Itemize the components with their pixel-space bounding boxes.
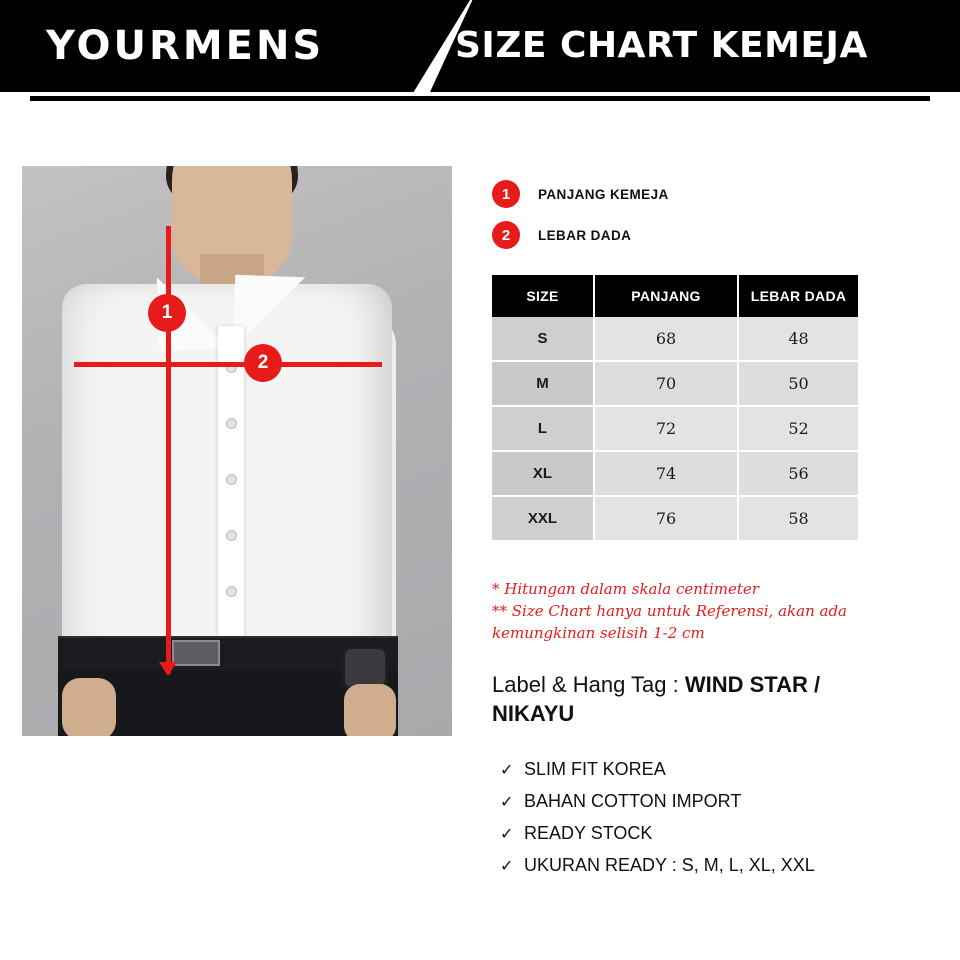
table-row [492,496,858,541]
cell-lebar: 52 [738,406,858,451]
note-line-1: * Hitungan dalam skala centimeter [492,580,759,598]
notes-block [492,578,892,644]
shirt-button [226,586,237,597]
cell-lebar: 48 [738,317,858,361]
check-icon: ✓ [500,858,514,875]
belt-buckle [172,640,220,666]
cell-lebar: 50 [738,361,858,406]
page-header [0,0,960,92]
list-item [500,850,938,882]
header-divider [30,96,930,101]
feature-label: BAHAN COTTON IMPORT [524,791,742,811]
check-icon: ✓ [500,826,514,843]
feature-label: READY STOCK [524,823,653,843]
cell-lebar: 56 [738,451,858,496]
legend-item-2 [492,221,938,249]
shirt-button [226,474,237,485]
features-list [500,754,938,882]
model-left-hand [62,678,116,736]
column-header-lebar-dada: LEBAR DADA [738,275,858,317]
feature-label: SLIM FIT KOREA [524,759,666,779]
check-icon: ✓ [500,762,514,779]
cell-size: L [492,406,594,451]
note-line-2: ** Size Chart hanya untuk Referensi, akan ada [492,602,847,620]
legend-item-1 [492,180,938,208]
table-header-row [492,275,858,317]
list-item [500,786,938,818]
cell-panjang: 76 [594,496,738,541]
size-chart-table [492,275,858,542]
cell-panjang: 68 [594,317,738,361]
measurement-line-chest [74,362,382,367]
cell-panjang: 74 [594,451,738,496]
brand-logo: YOURMENS [46,23,325,69]
table-row [492,406,858,451]
cell-panjang: 70 [594,361,738,406]
list-item [500,818,938,850]
column-header-panjang: PANJANG [594,275,738,317]
note-line-3: kemungkinan selisih 1-2 cm [492,624,705,642]
legend-badge-1: 1 [492,180,520,208]
legend-label-2: LEBAR DADA [538,227,632,243]
label-hang-tag-value: WIND STAR / NIKAYU [492,672,821,726]
label-hang-tag [492,670,892,728]
legend-badge-2: 2 [492,221,520,249]
table-row [492,451,858,496]
marker-1-badge: 1 [148,294,186,332]
shirt-button [226,418,237,429]
feature-label: UKURAN READY : S, M, L, XL, XXL [524,855,815,875]
shirt-button [226,530,237,541]
column-header-size: SIZE [492,275,594,317]
list-item [500,754,938,786]
legend-label-1: PANJANG KEMEJA [538,186,669,202]
table-row [492,317,858,361]
cell-lebar: 58 [738,496,858,541]
marker-2-badge: 2 [244,344,282,382]
table-row [492,361,858,406]
cell-size: S [492,317,594,361]
cell-size: XXL [492,496,594,541]
label-hang-tag-prefix: Label & Hang Tag : [492,672,685,697]
cell-size: M [492,361,594,406]
cell-panjang: 72 [594,406,738,451]
page-title: SIZE CHART KEMEJA [455,25,868,66]
cell-size: XL [492,451,594,496]
model-photo [22,166,452,736]
check-icon: ✓ [500,794,514,811]
right-column [492,180,938,898]
model-right-hand [344,684,396,736]
